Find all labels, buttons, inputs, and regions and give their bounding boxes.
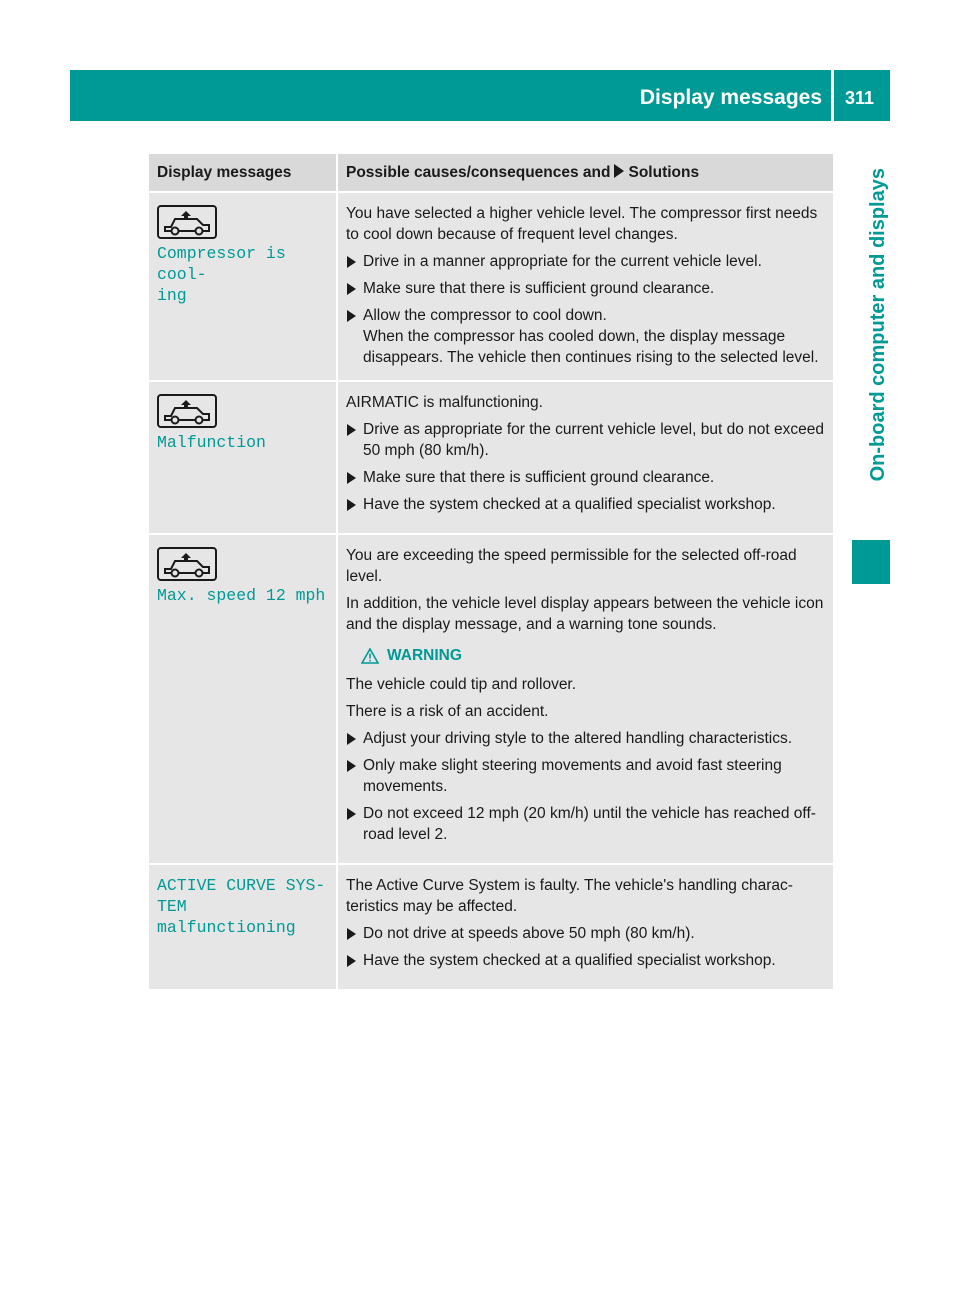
step-arrow-icon — [347, 760, 356, 772]
col-header-solutions-text: Solutions — [628, 164, 700, 181]
warning-text: There is a risk of an accident. — [346, 703, 549, 720]
solution-step — [346, 923, 825, 944]
warning-text: The vehicle could tip and rollover. — [346, 676, 577, 693]
col-header-causes-text: Possible causes/consequences and — [346, 164, 611, 181]
message-cell — [149, 864, 337, 989]
step-arrow-icon — [347, 310, 356, 322]
step-arrow-icon — [347, 424, 356, 436]
solution-step — [346, 467, 825, 488]
vehicle-level-up-icon — [157, 547, 217, 581]
display-message-text: Malfunction — [157, 433, 266, 452]
message-cell — [149, 192, 337, 381]
step-arrow-icon — [347, 928, 356, 940]
solution-step-text: Have the system checked at a qualified specialist workshop. — [363, 496, 776, 513]
solution-step — [346, 305, 825, 326]
solution-step-text: Only make slight steering movements and avoid fast steering movements. — [363, 757, 782, 795]
table-row — [149, 381, 833, 534]
step-arrow-icon — [347, 256, 356, 268]
col-header-display-messages: Display messages — [149, 154, 337, 192]
solution-step-text: Drive as appropriate for the current vehicle level, but do not exceed 50 mph (80 km/h). — [363, 421, 824, 459]
table-row — [149, 192, 833, 381]
display-message-text: ACTIVE CURVE SYS‐ TEM malfunctioning — [157, 876, 326, 937]
col-header-causes — [337, 154, 833, 192]
solution-step — [346, 728, 825, 749]
warning-triangle-icon — [361, 648, 379, 664]
display-messages-table — [149, 154, 833, 989]
cause-text-2: In addition, the vehicle level display appears between the vehicle icon and the display message, and a warning tone sounds. — [346, 595, 824, 633]
step-arrow-icon — [347, 472, 356, 484]
cause-text: You have selected a higher vehicle level. The compressor first needs to cool down because of frequent level changes. — [346, 205, 818, 243]
step-arrow-icon — [347, 733, 356, 745]
table-row — [149, 864, 833, 989]
display-message-text: Compressor is cool‐ ing — [157, 244, 286, 305]
solutions-cell — [337, 534, 833, 864]
solution-step — [346, 755, 825, 797]
display-message-text: Max. speed 12 mph — [157, 586, 326, 605]
solutions-cell — [337, 864, 833, 989]
warning-label: WARNING — [387, 647, 462, 664]
vehicle-level-up-icon — [157, 205, 217, 239]
message-cell — [149, 534, 337, 864]
solution-step — [346, 419, 825, 461]
cause-text: You are exceeding the speed permissible for the selected off-road level. — [346, 547, 797, 585]
table-header-row — [149, 154, 833, 192]
warning-heading — [361, 645, 825, 666]
page-number: 311 — [845, 88, 875, 108]
step-arrow-icon — [347, 955, 356, 967]
cause-text: The Active Curve System is faulty. The vehicle's handling charac-teristics may be affected. — [346, 877, 793, 915]
solution-step-text: Have the system checked at a qualified specialist workshop. — [363, 952, 776, 969]
cause-text: AIRMATIC is malfunctioning. — [346, 394, 543, 411]
solution-step-text: Drive in a manner appropriate for the current vehicle level. — [363, 253, 762, 270]
step-arrow-icon — [347, 808, 356, 820]
solution-step-text: Make sure that there is sufficient ground clearance. — [363, 469, 715, 486]
table-row — [149, 534, 833, 864]
solution-step — [346, 950, 825, 971]
side-tab-label: On-board computer and displays — [867, 168, 889, 482]
solutions-cell — [337, 192, 833, 381]
step-arrow-icon — [347, 283, 356, 295]
message-cell — [149, 381, 337, 534]
solution-step-text: Do not exceed 12 mph (20 km/h) until the vehicle has reached off-road level 2. — [363, 805, 816, 843]
solution-step-text: Allow the compressor to cool down. — [363, 307, 607, 324]
solution-step — [346, 803, 825, 845]
solution-step — [346, 251, 825, 272]
header-divider — [831, 70, 834, 121]
page-header-title: Display messages — [639, 86, 822, 109]
solutions-arrow-icon — [614, 164, 624, 178]
solutions-cell — [337, 381, 833, 534]
vehicle-level-up-icon — [157, 394, 217, 428]
solution-step — [346, 494, 825, 515]
solution-note: When the compressor has cooled down, the display message disappears. The vehicle then continues rising to the selected level. — [363, 328, 819, 366]
solution-step-text: Adjust your driving style to the altered handling characteristics. — [363, 730, 793, 747]
side-tab-marker — [852, 540, 890, 584]
solution-step — [346, 278, 825, 299]
solution-step-text: Make sure that there is sufficient ground clearance. — [363, 280, 715, 297]
solution-step-text: Do not drive at speeds above 50 mph (80 km/h). — [363, 925, 695, 942]
step-arrow-icon — [347, 499, 356, 511]
